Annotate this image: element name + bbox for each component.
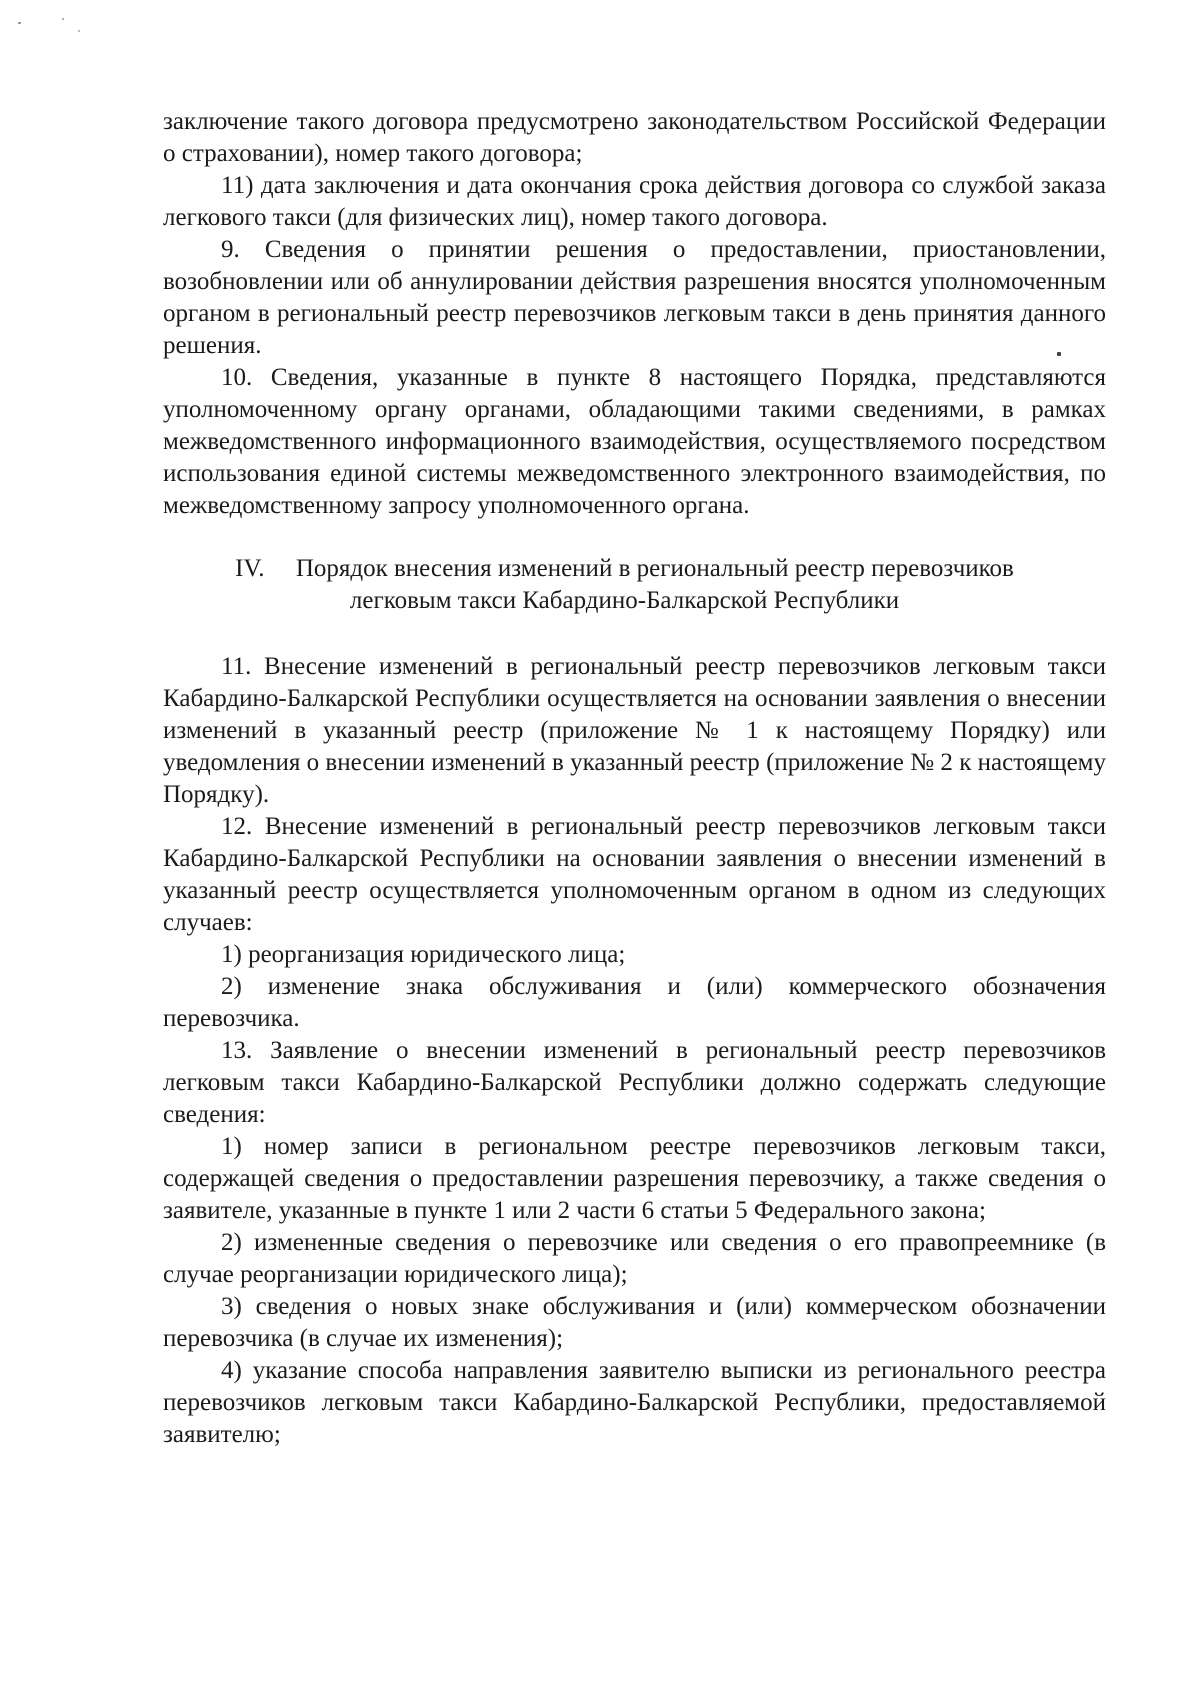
document-body bbox=[163, 106, 1106, 1451]
paragraph-info-1: 1) номер записи в региональном реестре перевозчиков легковым такси, содержащей сведения о предоставлении разрешения перевозчику, а также сведения о заявителе, указанные в пункте 1 или 2 части 6 статьи 5 Федерального закона; bbox=[163, 1133, 1106, 1224]
paragraph-clause-11: 11. Внесение изменений в региональный реестр перевозчиков легковым такси Кабардино-Балкарской Республики осуществляется на основании заявления о внесении изменений в указанный реестр (приложение № 1 к настоящему Порядку) или уведомления о внесении изменений в указанный реестр (приложение № 2 к настоящему Порядку). bbox=[163, 653, 1106, 808]
section-number: IV. bbox=[235, 555, 265, 582]
paragraph-case-1: 1) реорганизация юридического лица; bbox=[221, 941, 626, 968]
paragraph-clause-13: 13. Заявление о внесении изменений в региональный реестр перевозчиков легковым такси Кабардино-Балкарской Республики должно содержать следующие сведения: bbox=[163, 1037, 1106, 1128]
heading-spacer bbox=[163, 617, 1106, 651]
scan-speck bbox=[62, 18, 64, 20]
paragraph-info-2: 2) измененные сведения о перевозчике или сведения о его правопреемнике (в случае реорганизации юридического лица); bbox=[163, 1229, 1106, 1288]
paragraph-clause-12: 12. Внесение изменений в региональный реестр перевозчиков легковым такси Кабардино-Балкарской Республики на основании заявления о внесении изменений в указанный реестр осуществляется уполномоченным органом в одном из следующих случаев: bbox=[163, 813, 1106, 936]
scan-speck bbox=[18, 22, 21, 24]
paragraph-clause-10: 10. Сведения, указанные в пункте 8 настоящего Порядка, представляются уполномоченному органу органами, обладающими такими сведениями, в рамках межведомственного информационного взаимодействия, осуществляемого посредством использования единой системы межведомственного электронного взаимодействия, по межведомственному запросу уполномоченного органа. bbox=[163, 364, 1106, 519]
paragraph-clause-9: 9. Сведения о принятии решения о предоставлении, приостановлении, возобновлении или об аннулировании действия разрешения вносятся уполномоченным органом в региональный реестр перевозчиков легковым такси в день принятия данного решения. bbox=[163, 236, 1106, 359]
section-title-line-2: легковым такси Кабардино-Балкарской Республики bbox=[349, 587, 900, 614]
section-title-line-1: Порядок внесения изменений в региональный реестр перевозчиков bbox=[295, 555, 1014, 582]
section-heading bbox=[163, 553, 1106, 617]
paragraph-info-4: 4) указание способа направления заявителю выписки из регионального реестра перевозчиков легковым такси Кабардино-Балкарской Республики, предоставляемой заявителю; bbox=[163, 1357, 1106, 1448]
paragraph-case-2: 2) изменение знака обслуживания и (или) коммерческого обозначения перевозчика. bbox=[163, 973, 1106, 1032]
paragraph-item-11: 11) дата заключения и дата окончания срока действия договора со службой заказа легкового такси (для физических лиц), номер такого договора. bbox=[163, 172, 1106, 231]
paragraph-continuation: заключение такого договора предусмотрено законодательством Российской Федерации о страховании), номер такого договора; bbox=[163, 108, 1106, 167]
scan-speck bbox=[78, 30, 80, 32]
section-heading-line-1 bbox=[203, 553, 1046, 585]
paragraph-info-3: 3) сведения о новых знаке обслуживания и (или) коммерческом обозначении перевозчика (в случае их изменения); bbox=[163, 1293, 1106, 1352]
